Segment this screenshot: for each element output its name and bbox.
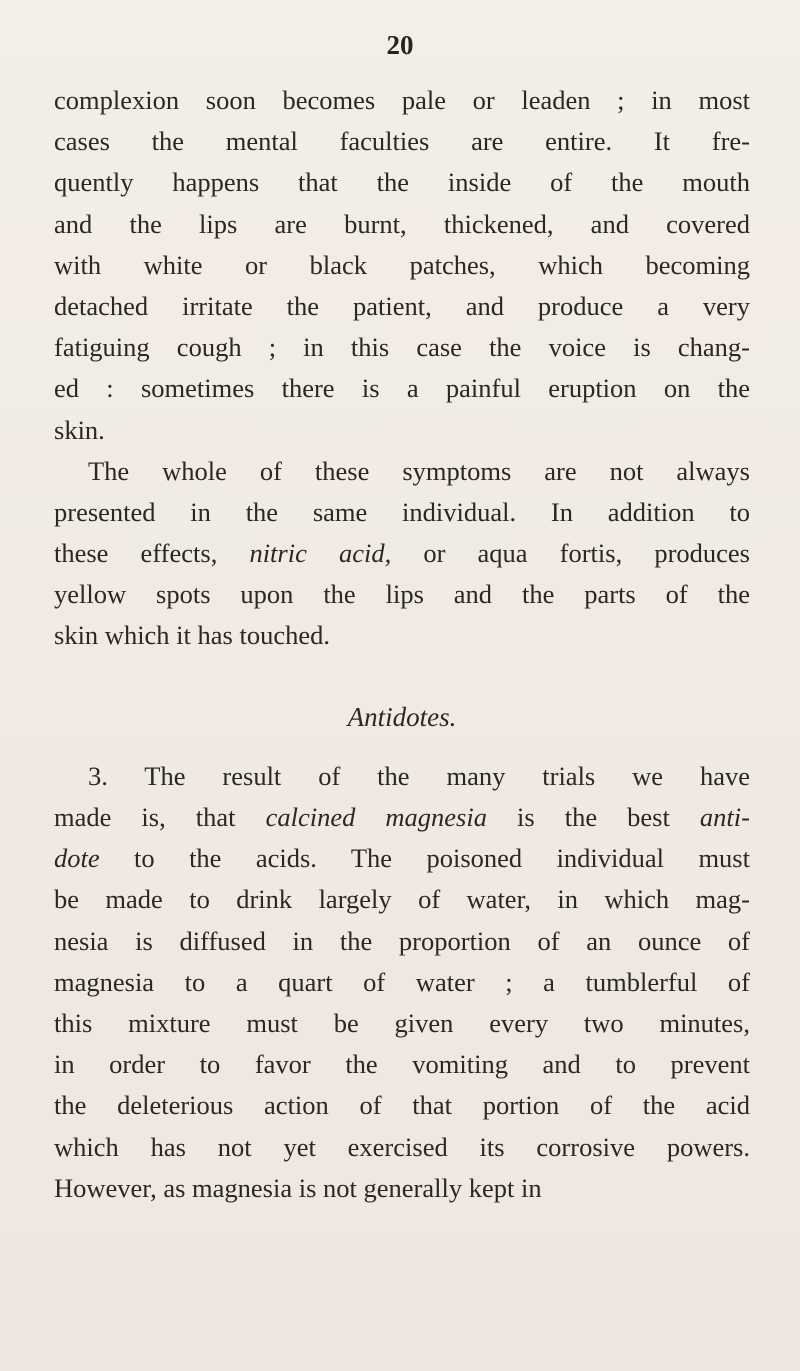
- italic-term: calcined magnesia: [265, 802, 487, 832]
- text-run: to the acids. The poisoned individual must: [99, 843, 750, 874]
- text-line: with white or black patches, which becoming: [54, 249, 750, 280]
- text-line: 3. The result of the many trials we have: [88, 760, 750, 791]
- text-line: skin which it has touched.: [54, 620, 330, 651]
- page-number: 20: [386, 30, 414, 60]
- section-heading: Antidotes.: [347, 701, 457, 732]
- text-line: [54, 797, 750, 838]
- text-run: or aqua fortis, produces: [391, 538, 750, 569]
- text-line: yellow spots upon the lips and the parts of the: [54, 579, 750, 610]
- text-line: ed : sometimes there is a painful eruption on the: [54, 373, 750, 404]
- paragraph-symptoms: [54, 80, 750, 451]
- text-line: quently happens that the inside of the mouth: [54, 167, 750, 198]
- italic-term: anti-: [699, 802, 750, 832]
- text-line: the deleterious action of that portion of the acid: [54, 1090, 750, 1121]
- text-line: which has not yet exercised its corrosive powers.: [54, 1131, 750, 1162]
- text-run: made is, that: [54, 802, 266, 832]
- text-line: complexion soon becomes pale or leaden ; in most: [54, 85, 750, 115]
- page-body: [54, 80, 750, 1209]
- italic-term: nitric acid,: [249, 538, 392, 569]
- text-line: cases the mental faculties are entire. It fre-: [54, 126, 750, 157]
- text-line: skin.: [54, 414, 105, 445]
- text-line: this mixture must be given every two minutes,: [54, 1007, 750, 1038]
- text-line: The whole of these symptoms are not always: [88, 455, 750, 486]
- text-run: these effects,: [54, 538, 250, 569]
- text-line: and the lips are burnt, thickened, and covered: [54, 208, 750, 239]
- text-line: presented in the same individual. In addition to: [54, 496, 750, 527]
- text-line: detached irritate the patient, and produce a very: [54, 290, 750, 321]
- text-line: [54, 838, 750, 879]
- text-line: [54, 533, 750, 574]
- text-line: in order to favor the vomiting and to prevent: [54, 1049, 750, 1080]
- text-line: magnesia to a quart of water ; a tumblerful of: [54, 966, 750, 997]
- text-line: be made to drink largely of water, in which mag-: [54, 884, 750, 915]
- text-line: fatiguing cough ; in this case the voice is chang-: [54, 332, 750, 363]
- paragraph-effects: [54, 451, 750, 657]
- italic-term: dote: [54, 843, 100, 874]
- text-line: However, as magnesia is not generally kept in: [54, 1172, 542, 1203]
- text-run: is the best: [486, 802, 700, 832]
- text-line: nesia is diffused in the proportion of an ounce of: [54, 925, 750, 956]
- paragraph-antidotes: [54, 756, 750, 1209]
